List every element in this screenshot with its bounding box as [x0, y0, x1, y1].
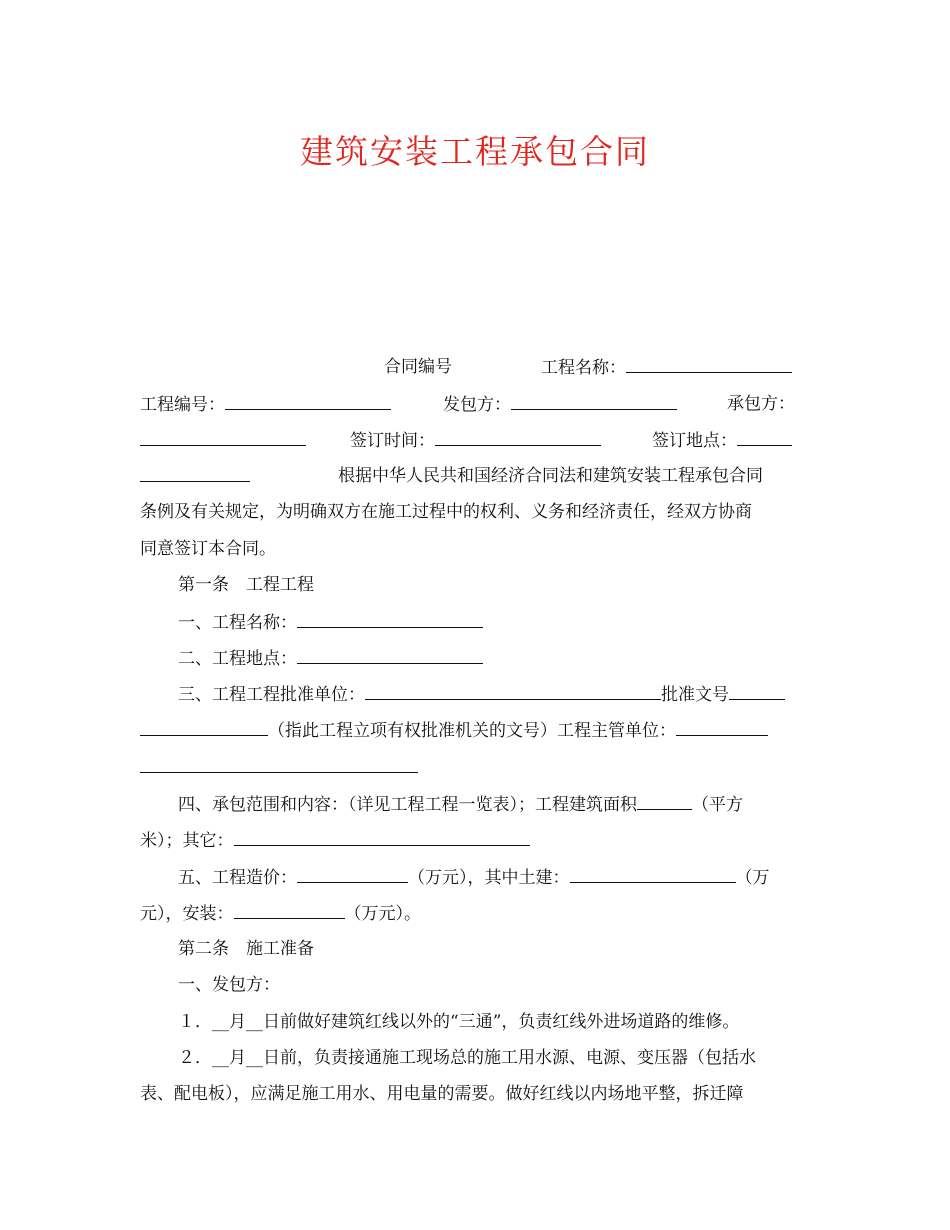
preamble-line-1: 根据中华人民共和国经济合同法和建筑安装工程承包合同 [338, 466, 763, 486]
employer-row [443, 392, 677, 417]
employer-subheading: 一、发包方： [178, 975, 280, 995]
sign-place-blank-cont [140, 464, 250, 489]
approval-no-blank[interactable] [729, 682, 785, 700]
item-4-row-2 [140, 828, 530, 853]
contractor-label: 承包方： [727, 394, 795, 414]
cost-blank[interactable] [297, 865, 408, 883]
sign-place-row [652, 428, 792, 453]
item-5-row [178, 865, 770, 890]
clause-2-line-1: ２．__月__日前，负责接通施工现场总的施工用水源、电源、变压器（包括水 [178, 1048, 756, 1068]
item-2-row [178, 646, 483, 671]
project-no-label: 工程编号： [140, 395, 225, 415]
other-blank[interactable] [234, 828, 530, 846]
contract-no-label: 合同编号 [384, 357, 452, 377]
project-no-blank[interactable] [225, 392, 391, 410]
area-unit-b: 米）；其它： [140, 831, 234, 851]
install-unit: （万元）。 [344, 904, 421, 924]
item-5-label: 五、工程造价： [178, 868, 297, 888]
civil-unit-a: （万 [735, 868, 770, 888]
clause-2-line-2: 表、配电板），应满足施工用水、用电量的需要。做好红线以内场地平整，拆迁障 [140, 1084, 744, 1104]
item-1-blank[interactable] [297, 610, 483, 628]
sign-time-label: 签订时间： [350, 431, 435, 451]
item-2-label: 二、工程地点： [178, 649, 297, 669]
item-3-row [178, 682, 785, 707]
item-1-label: 一、工程名称： [178, 613, 297, 633]
item-4-row [178, 792, 743, 817]
project-name-row [541, 355, 792, 380]
article-2-heading: 第二条 施工准备 [178, 939, 314, 959]
item-3-row-2 [140, 718, 768, 743]
area-blank[interactable] [637, 792, 692, 810]
item-2-blank[interactable] [297, 646, 483, 664]
item-3-label: 三、工程工程批准单位： [178, 685, 365, 705]
supervisor-blank-2[interactable] [140, 755, 418, 773]
install-blank[interactable] [234, 901, 345, 919]
item-5-row-2 [140, 901, 421, 926]
cost-civil-label: （万元），其中土建： [408, 868, 570, 888]
install-label: 元），安装： [140, 904, 234, 924]
item-1-row [178, 610, 483, 635]
preamble-line-2: 条例及有关规定，为明确双方在施工过程中的权利、义务和经济责任，经双方协商 [140, 502, 752, 522]
employer-blank[interactable] [511, 392, 677, 410]
civil-blank[interactable] [570, 865, 736, 883]
sign-time-blank[interactable] [435, 428, 601, 446]
approval-unit-blank[interactable] [365, 682, 661, 700]
item-3-note: （指此工程立项有权批准机关的文号）工程主管单位： [268, 721, 676, 741]
project-no-row [140, 392, 391, 417]
area-unit-a: （平方 [692, 795, 743, 815]
employer-label: 发包方： [443, 395, 511, 415]
project-name-label: 工程名称： [541, 358, 626, 378]
sign-place-blank-2[interactable] [140, 464, 250, 482]
article-1-heading: 第一条 工程工程 [178, 575, 314, 595]
sign-place-blank[interactable] [737, 428, 792, 446]
contractor-blank[interactable] [140, 428, 306, 446]
sign-place-label: 签订地点： [652, 431, 737, 451]
preamble-line-3: 同意签订本合同。 [140, 539, 276, 559]
project-name-blank[interactable] [626, 355, 792, 373]
item-4-label: 四、承包范围和内容：（详见工程工程一览表）；工程建筑面积 [178, 795, 637, 815]
document-title: 建筑安装工程承包合同 [300, 132, 650, 171]
contractor-row [140, 428, 306, 453]
item-3-row-3 [140, 755, 418, 780]
approval-no-label: 批准文号 [661, 685, 729, 705]
approval-no-blank-2[interactable] [140, 718, 268, 736]
clause-1: １．__月__日前做好建筑红线以外的“三通”，负责红线外进场道路的维修。 [178, 1012, 740, 1032]
sign-time-row [350, 428, 601, 453]
supervisor-blank[interactable] [676, 718, 768, 736]
